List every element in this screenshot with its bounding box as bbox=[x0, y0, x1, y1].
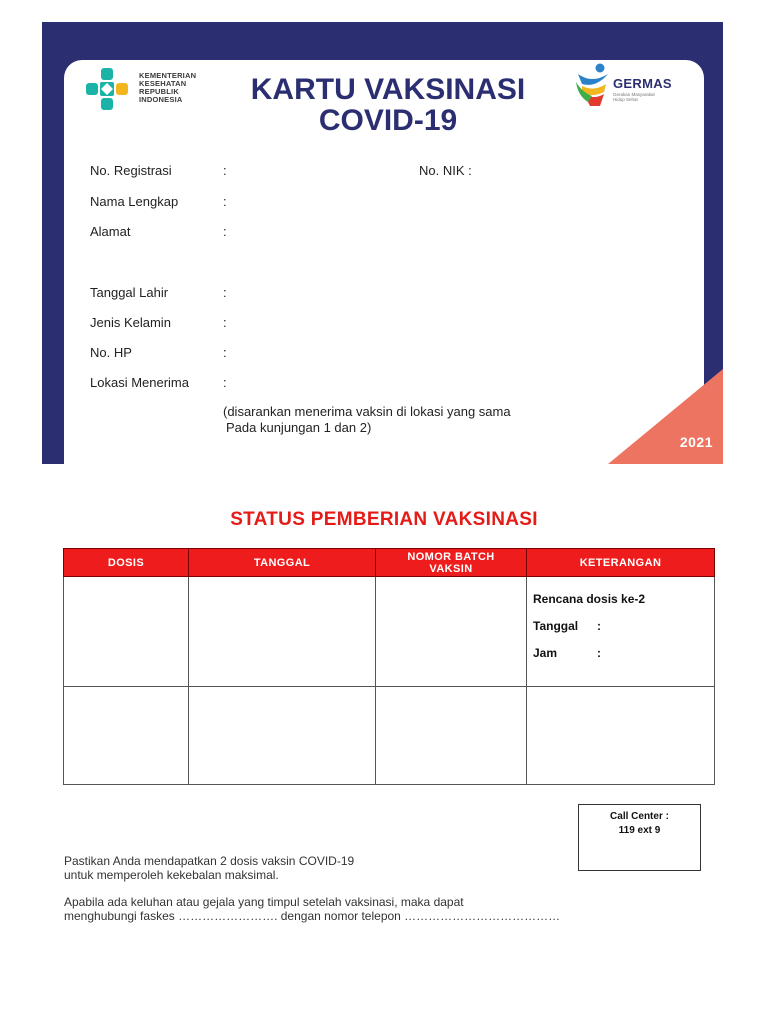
table-row bbox=[64, 687, 715, 785]
field-colon: : bbox=[223, 315, 227, 330]
location-note bbox=[223, 404, 511, 436]
germas-title: GERMAS bbox=[613, 76, 672, 91]
kemenkes-logo-icon bbox=[84, 66, 130, 112]
location-note-line1: (disarankan menerima vaksin di lokasi yang sama bbox=[223, 404, 511, 419]
field-colon: : bbox=[223, 375, 227, 390]
next-dose-date-colon: : bbox=[597, 619, 601, 633]
field-label-registration: No. Registrasi bbox=[90, 163, 172, 178]
cell-dose-2 bbox=[64, 687, 189, 785]
field-colon: : bbox=[223, 163, 227, 178]
header-tanggal: TANGGAL bbox=[189, 549, 376, 577]
header-batch-line1: NOMOR BATCH bbox=[407, 550, 495, 563]
footer-text-line1: Pastikan Anda mendapatkan 2 dosis vaksin COVID-19 bbox=[64, 854, 355, 868]
germas-logo-icon bbox=[574, 62, 614, 108]
field-colon: : bbox=[223, 345, 227, 360]
cell-notes-1 bbox=[527, 577, 715, 687]
cell-notes-2 bbox=[527, 687, 715, 785]
footer-text-line4: menghubungi faskes ……………………. dengan nomor telepon ………………………………… bbox=[64, 909, 561, 923]
next-dose-date-label: Tanggal bbox=[533, 619, 579, 633]
cell-batch-1 bbox=[376, 577, 527, 687]
footer-text-line2: untuk memperoleh kekebalan maksimal. bbox=[64, 868, 279, 882]
card-year: 2021 bbox=[679, 434, 713, 450]
call-center-number: 119 ext 9 bbox=[618, 825, 661, 836]
ministry-line: KEMENTERIAN bbox=[139, 71, 197, 80]
header-batch bbox=[376, 549, 527, 577]
call-center-label: Call Center : bbox=[610, 811, 669, 822]
germas-subtitle-line: Hidup Sehat bbox=[613, 97, 638, 102]
germas-subtitle-line: Gerakan Masyarakat bbox=[613, 92, 655, 97]
field-colon: : bbox=[223, 224, 227, 239]
field-label-nik: No. NIK : bbox=[419, 163, 472, 178]
next-dose-time-colon: : bbox=[597, 646, 601, 660]
cell-date-1 bbox=[189, 577, 376, 687]
cell-date-2 bbox=[189, 687, 376, 785]
vaccination-status-table bbox=[63, 548, 715, 785]
cell-batch-2 bbox=[376, 687, 527, 785]
vaccination-card bbox=[42, 22, 723, 464]
call-center-box bbox=[578, 804, 701, 871]
germas-subtitle bbox=[613, 92, 655, 102]
field-label-gender: Jenis Kelamin bbox=[90, 315, 171, 330]
next-dose-label: Rencana dosis ke-2 bbox=[533, 592, 646, 606]
field-label-location: Lokasi Menerima bbox=[90, 375, 189, 390]
field-label-full-name: Nama Lengkap bbox=[90, 194, 179, 209]
cell-dose-1 bbox=[64, 577, 189, 687]
status-title: STATUS PEMBERIAN VAKSINASI bbox=[230, 509, 538, 530]
field-label-birth-date: Tanggal Lahir bbox=[90, 285, 169, 300]
location-note-line2: Pada kunjungan 1 dan 2) bbox=[226, 420, 372, 435]
next-dose-time-label: Jam bbox=[533, 646, 558, 660]
header-batch-line2: VAKSIN bbox=[429, 562, 473, 575]
field-label-phone: No. HP bbox=[90, 345, 132, 360]
table-row bbox=[64, 577, 715, 687]
ministry-line: REPUBLIK bbox=[139, 87, 179, 96]
card-title bbox=[228, 74, 548, 136]
ministry-name bbox=[139, 72, 196, 104]
header-keterangan: KETERANGAN bbox=[527, 549, 715, 577]
card-title-line2: COVID-19 bbox=[318, 104, 458, 137]
header-dosis: DOSIS bbox=[64, 549, 189, 577]
card-title-line1: KARTU VAKSINASI bbox=[250, 73, 526, 106]
field-label-address: Alamat bbox=[90, 224, 131, 239]
table-header-row bbox=[64, 549, 715, 577]
field-colon: : bbox=[223, 285, 227, 300]
ministry-line: KESEHATAN bbox=[139, 79, 187, 88]
ministry-line: INDONESIA bbox=[139, 95, 183, 104]
field-colon: : bbox=[223, 194, 227, 209]
footer-text-line3: Apabila ada keluhan atau gejala yang timpul setelah vaksinasi, maka dapat bbox=[64, 895, 464, 909]
